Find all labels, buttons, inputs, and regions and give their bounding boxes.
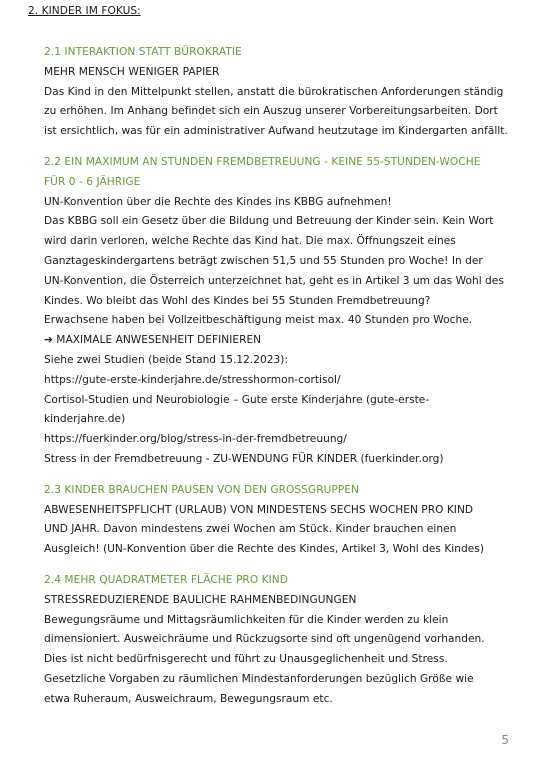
section-2-4 <box>44 571 514 710</box>
text-line: UN-Konvention, die Österreich unterzeichnet hat, geht es in Artikel 3 um das Wohl des <box>44 274 504 287</box>
section-subtitle: MEHR MENSCH WENIGER PAPIER <box>44 65 220 78</box>
section-body <box>44 83 514 142</box>
section-title-line: FÜR 0 - 6 JÄHRIGE <box>44 175 141 188</box>
section-subtitle: STRESSREDUZIERENDE BAULICHE RAHMENBEDINGUNGEN <box>44 593 357 606</box>
text-line: wird darin verloren, welche Rechte das Kind hat. Die max. Öffnungszeit eines <box>44 235 456 248</box>
text-line: ABWESENHEITSPFLICHT (URLAUB) VON MINDESTENS SECHS WOCHEN PRO KIND <box>44 503 474 516</box>
study-link-title: kinderjahre.de) <box>44 413 126 426</box>
text-line: UN-Konvention über die Rechte des Kindes ins KBBG aufnehmen! <box>44 195 392 208</box>
study-link-title: Stress in der Fremdbetreuung - ZU-WENDUNG FÜR KINDER (fuerkinder.org) <box>44 452 444 465</box>
study-link[interactable]: https://fuerkinder.org/blog/stress-in-der-fremdbetreuung/ <box>44 433 347 446</box>
text-line: dimensioniert. Ausweichräume und Rückzugsorte sind oft ungenügend vorhanden. <box>44 633 485 646</box>
text-line: Gesetzliche Vorgaben zu räumlichen Mindestanforderungen bezüglich Größe wie <box>44 672 474 685</box>
chapter-heading: 2. KINDER IM FOKUS: <box>28 5 141 17</box>
text-line: ist ersichtlich, was für ein administrativer Aufwand heutzutage im Kindergarten anfällt. <box>44 125 508 138</box>
text-line: Das KBBG soll ein Gesetz über die Bildung und Betreuung der Kinder sein. Kein Wort <box>44 215 494 228</box>
text-line: Dies ist nicht bedürfnisgerecht und führt zu Unausgeglichenheit und Stress. <box>44 653 448 666</box>
text-line: etwa Ruheraum, Ausweichraum, Bewegungsraum etc. <box>44 692 333 705</box>
section-title-line: 2.2 EIN MAXIMUM AN STUNDEN FREMDBETREUUNG - KEINE 55-STUNDEN-WOCHE <box>44 155 481 168</box>
section-title: 2.3 KINDER BRAUCHEN PAUSEN VON DEN GROSSGRUPPEN <box>44 483 360 496</box>
section-title: 2.4 MEHR QUADRATMETER FLÄCHE PRO KIND <box>44 573 288 586</box>
section-title: 2.1 INTERAKTION STATT BÜROKRATIE <box>44 46 242 58</box>
text-line: Ganztageskindergartens beträgt zwischen 51,5 und 55 Stunden pro Woche! In der <box>44 254 483 267</box>
section-body <box>44 193 514 470</box>
section-2-2 <box>44 153 514 470</box>
arrow-callout: ➔ MAXIMALE ANWESENHEIT DEFINIEREN <box>44 334 262 347</box>
content-area <box>44 43 514 710</box>
section-2-1 <box>44 43 514 142</box>
page-number: 5 <box>501 733 509 747</box>
study-link[interactable]: https://gute-erste-kinderjahre.de/stresshormon-cortisol/ <box>44 373 341 386</box>
text-line: Ausgleich! (UN-Konvention über die Rechte des Kindes, Artikel 3, Wohl des Kindes) <box>44 543 484 556</box>
section-2-3 <box>44 481 514 560</box>
text-line: zu erhöhen. Im Anhang befindet sich ein Auszug unserer Vorbereitungsarbeiten. Dort <box>44 105 498 118</box>
text-line: Bewegungsräume und Mittagsräumlichkeiten für die Kinder werden zu klein <box>44 613 449 626</box>
text-line: Erwachsene haben bei Vollzeitbeschäftigung meist max. 40 Stunden pro Woche. <box>44 314 473 327</box>
section-body <box>44 611 514 710</box>
text-line: Siehe zwei Studien (beide Stand 15.12.2023): <box>44 353 289 366</box>
section-title <box>44 153 514 193</box>
text-line: Kindes. Wo bleibt das Wohl des Kindes bei 55 Stunden Fremdbetreuung? <box>44 294 431 307</box>
study-link-title: Cortisol-Studien und Neurobiologie – Gute erste Kinderjahre (gute-erste- <box>44 393 430 406</box>
section-body <box>44 501 514 560</box>
text-line: UND JAHR. Davon mindestens zwei Wochen am Stück. Kinder brauchen einen <box>44 523 457 536</box>
text-line: Das Kind in den Mittelpunkt stellen, anstatt die bürokratischen Anforderungen ständig <box>44 85 504 98</box>
